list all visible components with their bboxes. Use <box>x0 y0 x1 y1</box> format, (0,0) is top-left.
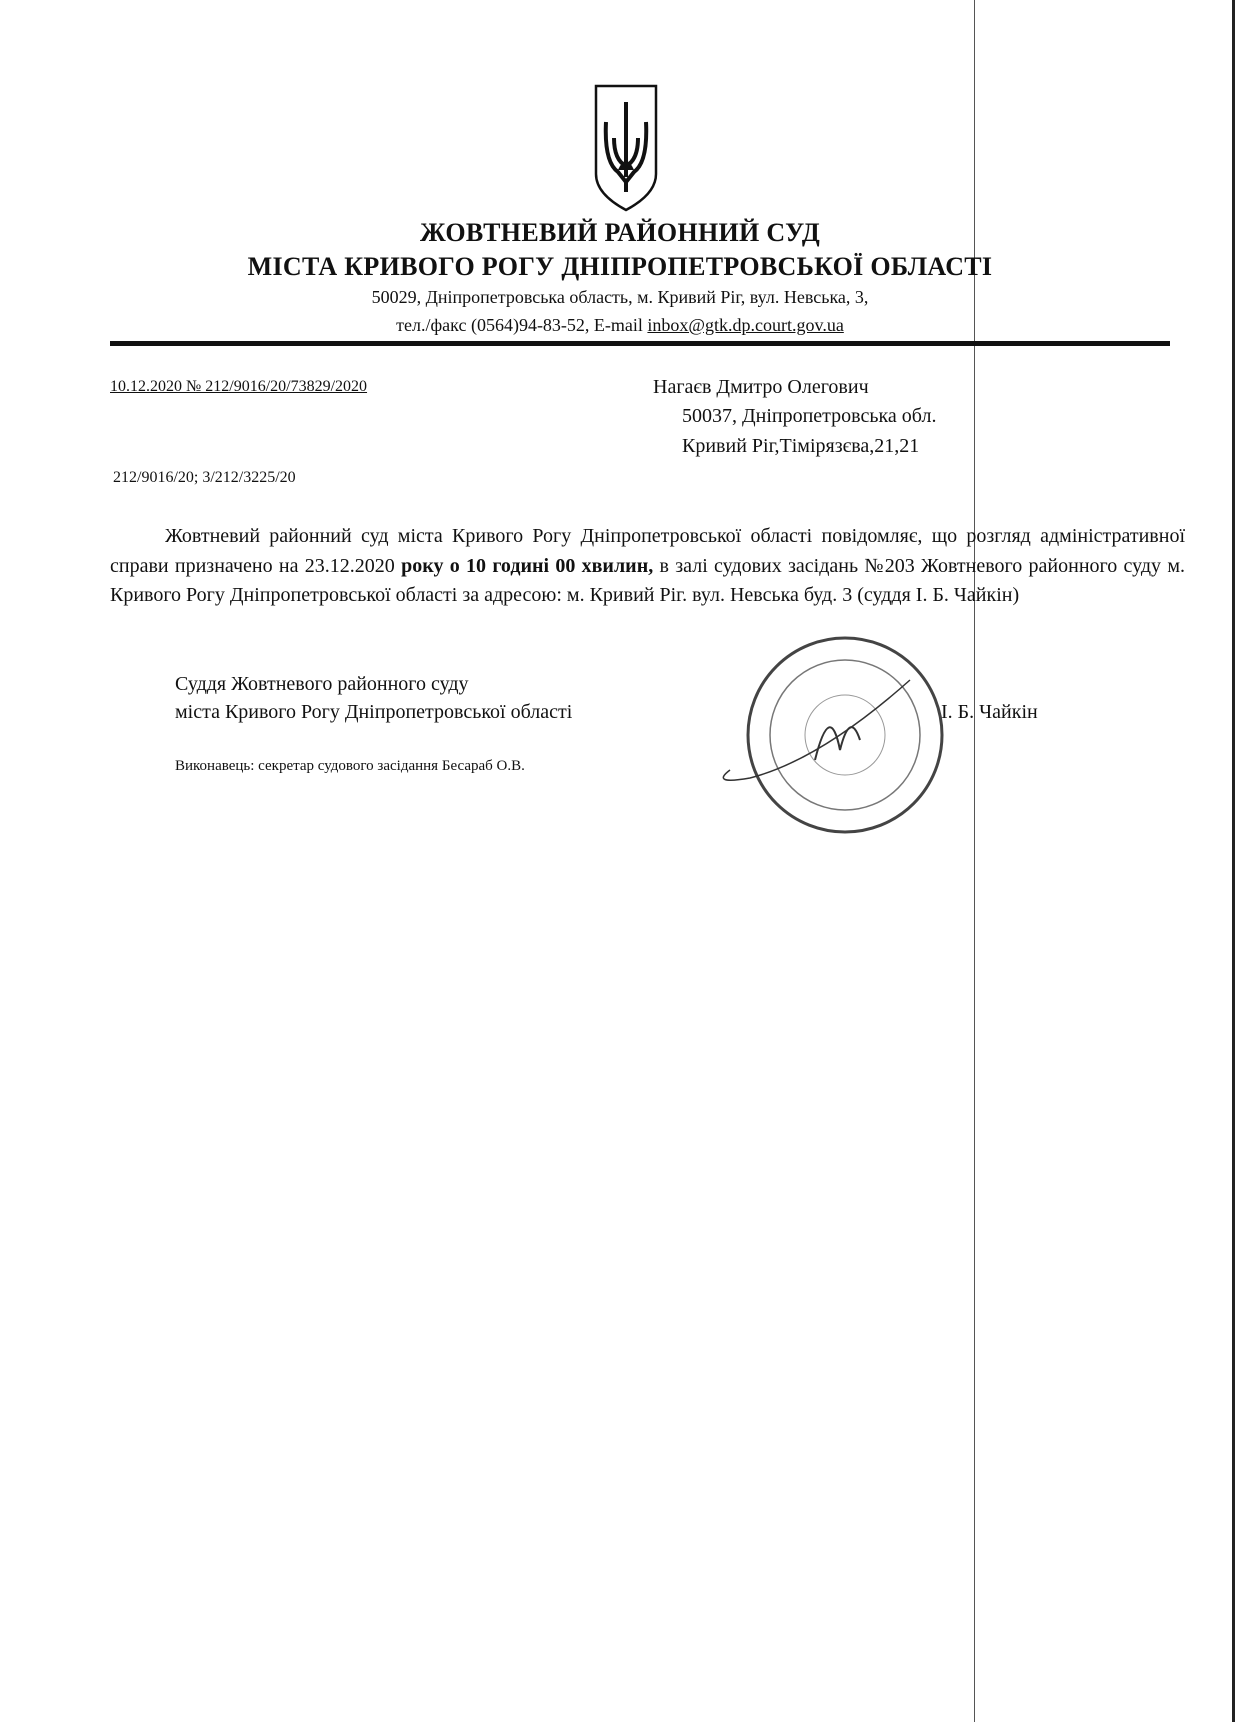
coat-of-arms-icon <box>592 82 660 214</box>
recipient-address-line1: 50037, Дніпропетровська обл. <box>682 405 937 427</box>
notice-text: Жовтневий районний суд міста Кривого Рогу Дніпропетровської області повідомляє, що розгляд адміністративної справи призначено на 23.12.2020 <box>110 525 1185 577</box>
judge-name: І. Б. Чайкін <box>941 701 1038 723</box>
court-name-line2: МІСТА КРИВОГО РОГУ ДНІПРОПЕТРОВСЬКОЇ ОБЛАСТІ <box>247 252 993 281</box>
court-name-line1: ЖОВТНЕВИЙ РАЙОННИЙ СУД <box>419 218 821 247</box>
date-number: 10.12.2020 № 212/9016/20/73829/2020 <box>110 378 368 395</box>
judge-title-line1: Суддя Жовтневого районного суду <box>175 673 469 695</box>
notice-paragraph <box>110 522 1185 611</box>
notice-body <box>110 522 1185 611</box>
recipient-name: Нагаєв Дмитро Олегович <box>653 376 869 398</box>
court-address: 50029, Дніпропетровська область, м. Кривий Ріг, вул. Невська, 3, <box>371 287 869 307</box>
case-numbers: 212/9016/20; 3/212/3225/20 <box>113 469 296 486</box>
hearing-time: року о 10 годині 00 хвилин, <box>401 554 654 577</box>
header-divider <box>110 341 1170 346</box>
contacts-text: тел./факс (0564)94-83-52, E-mail <box>396 315 648 335</box>
court-contacts <box>0 315 1240 336</box>
recipient-address-line2: Кривий Ріг,Тімірязєва,21,21 <box>682 435 920 457</box>
email-link[interactable]: inbox@gtk.dp.court.gov.ua <box>647 315 844 335</box>
executor: Виконавець: секретар судового засідання Бесараб О.В. <box>175 758 525 774</box>
notice-text-end: в залі судових засідань №203 Жовтневого районного суду м. Кривого Рогу Дніпропетровської області за адресою: м. Кривий Ріг. вул. Невська буд. 3 (суддя І. Б. Чайкін) <box>110 554 1185 606</box>
court-stamp-icon <box>710 620 980 850</box>
judge-title-line2: міста Кривого Рогу Дніпропетровської області <box>175 701 573 723</box>
